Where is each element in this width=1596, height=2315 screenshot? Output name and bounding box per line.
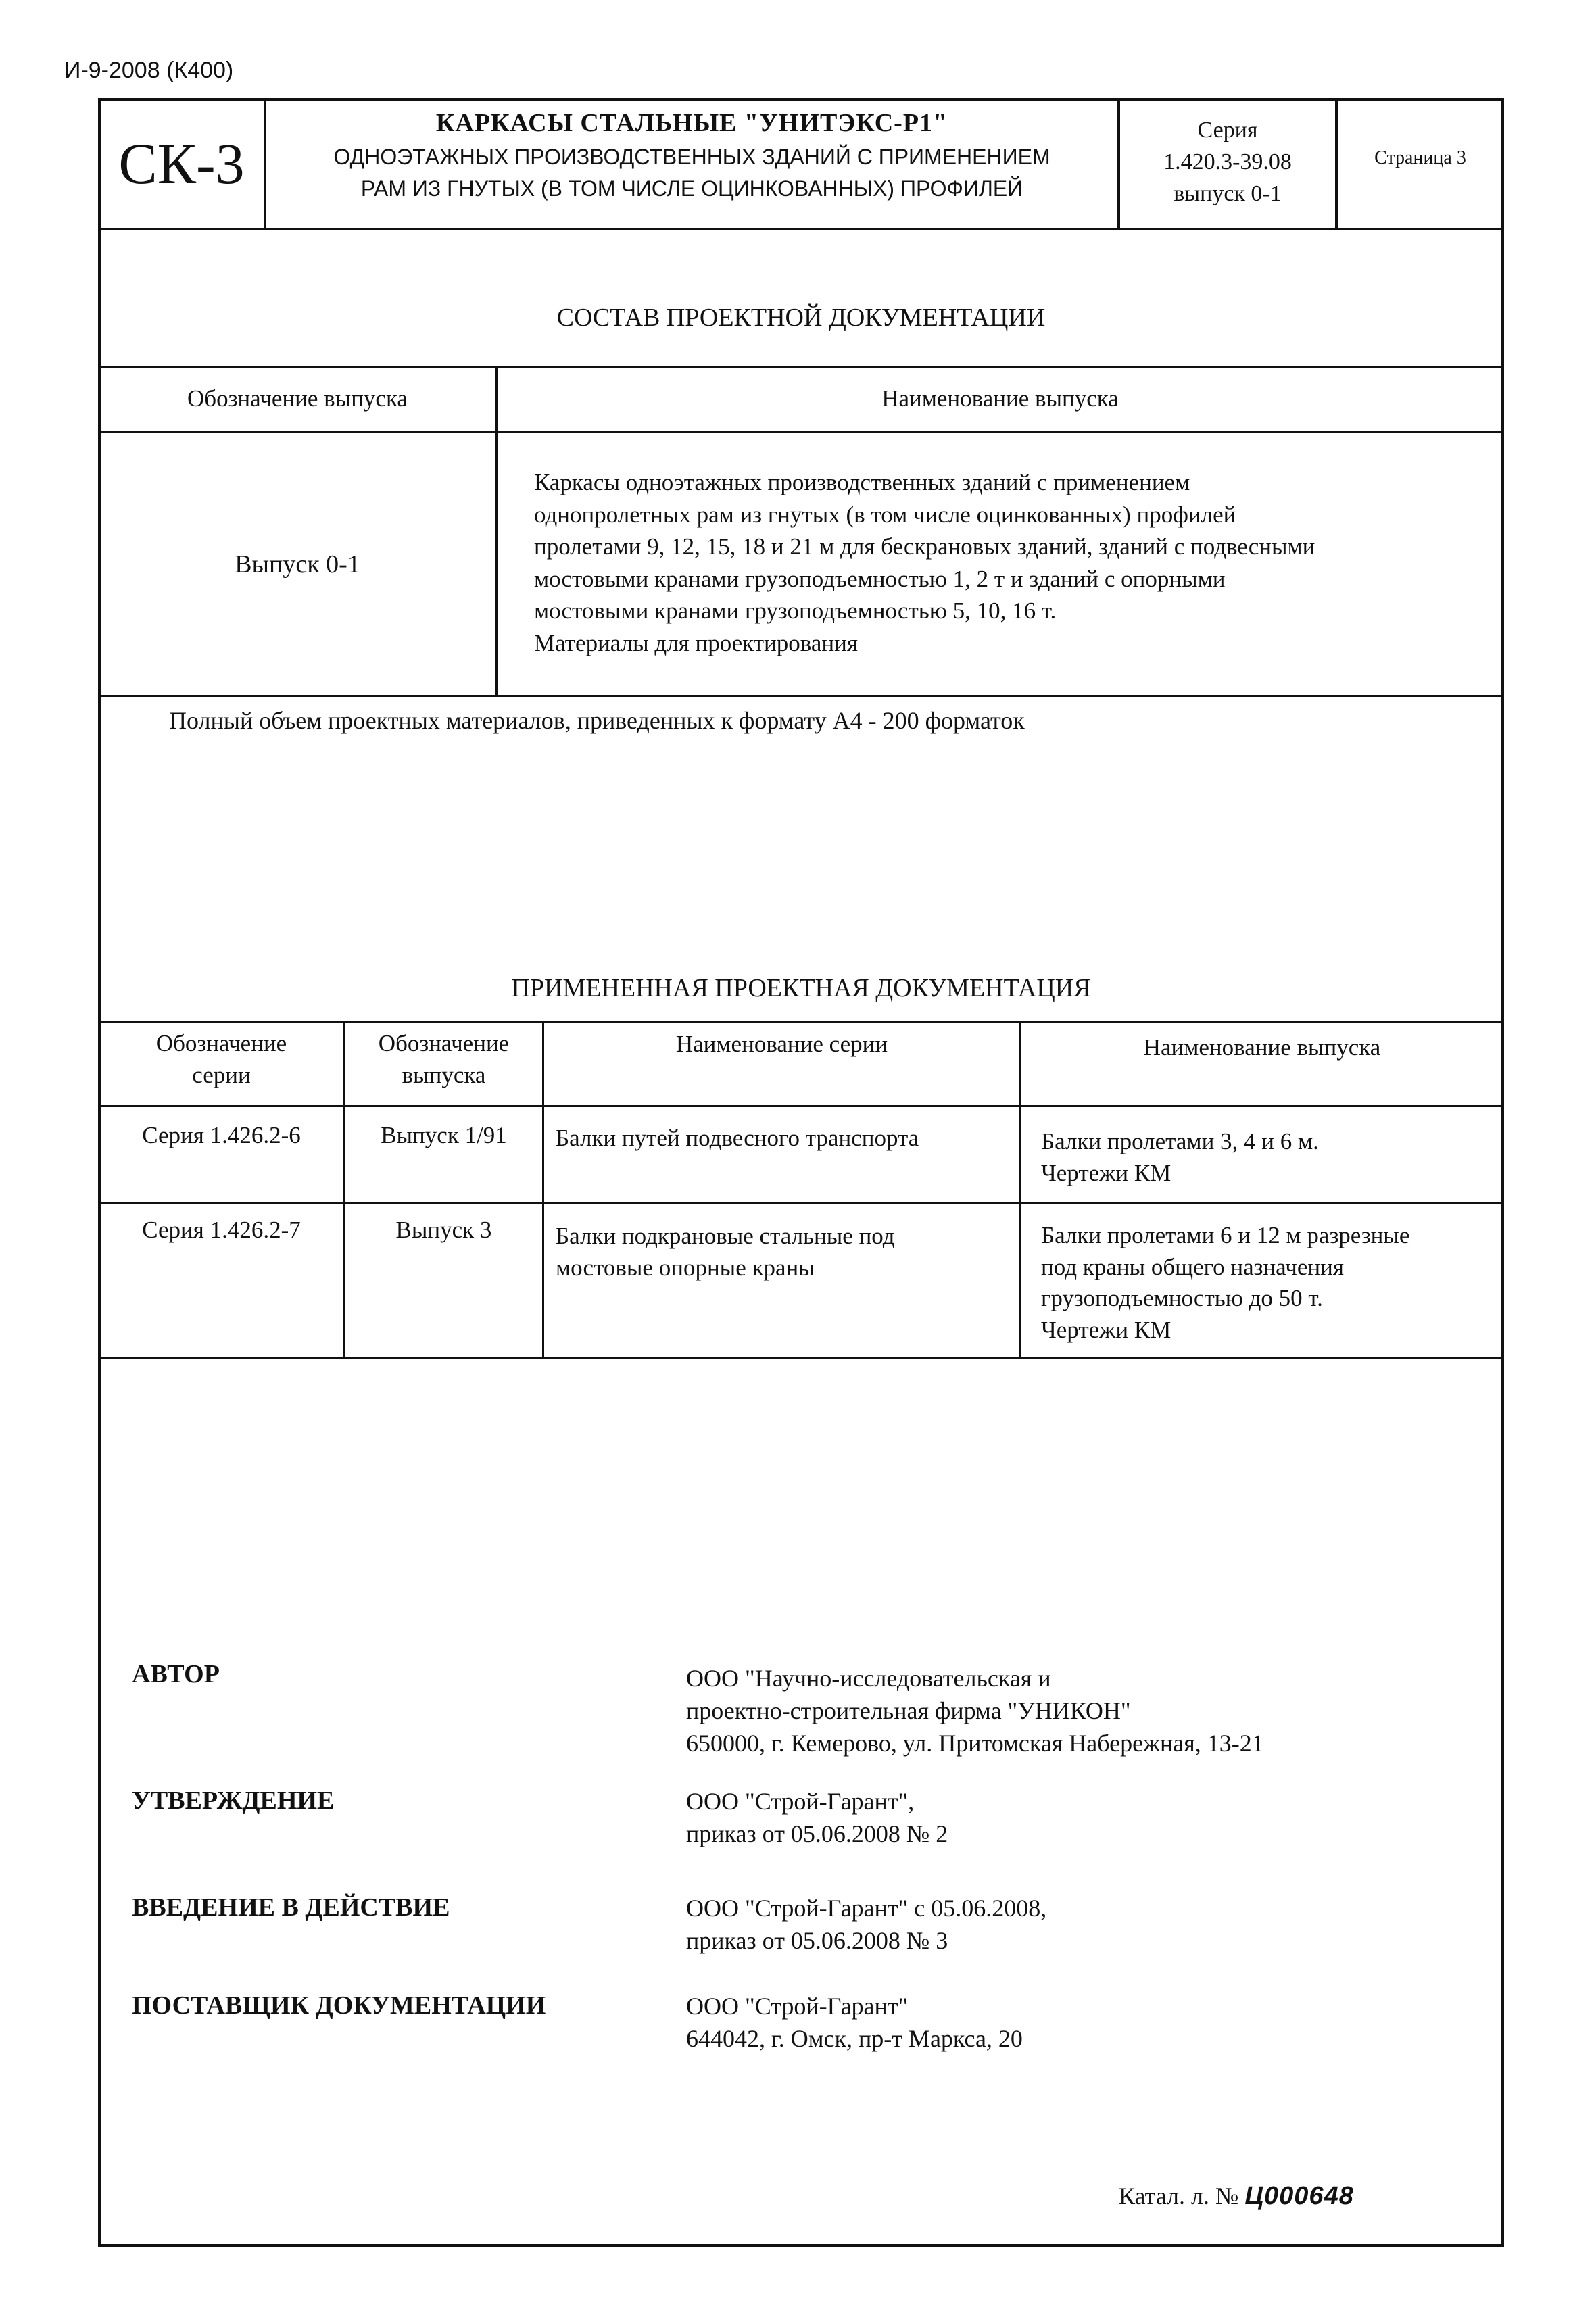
composition-header-name: Наименование выпуска xyxy=(881,385,1119,412)
composition-heading: СОСТАВ ПРОЕКТНОЙ ДОКУМЕНТАЦИИ xyxy=(556,303,1046,332)
credit-label-supplier: ПОСТАВЩИК ДОКУМЕНТАЦИИ xyxy=(132,1991,546,2020)
composition-line: Каркасы одноэтажных производственных зданий с применением xyxy=(534,469,1190,495)
document-code: И-9-2008 (К400) xyxy=(64,57,234,83)
credit-line: ООО "Строй-Гарант", xyxy=(686,1788,915,1815)
credit-line: ООО "Научно-исследовательская и xyxy=(686,1665,1051,1692)
credit-value-supplier xyxy=(686,1991,1023,2055)
stamp-title-line3: РАМ ИЗ ГНУТЫХ (В ТОМ ЧИСЛЕ ОЦИНКОВАННЫХ) ПРОФИЛЕЙ xyxy=(360,176,1023,201)
stamp-title-line2: ОДНОЭТАЖНЫХ ПРОИЗВОДСТВЕННЫХ ЗДАНИЙ С ПРИМЕНЕНИЕМ xyxy=(333,145,1050,169)
credit-value-enactment xyxy=(686,1893,1046,1957)
credit-line: 650000, г. Кемерово, ул. Притомская Набережная, 13-21 xyxy=(686,1729,1264,1757)
series-name-line: мостовые опорные краны xyxy=(556,1254,815,1282)
series-name-line: Балки подкрановые стальные под xyxy=(556,1223,895,1249)
volume-note: Полный объем проектных материалов, приведенных к формату А4 - 200 форматок xyxy=(169,707,1025,734)
stamp-mark: СК-3 xyxy=(118,131,245,196)
applied-header-issue-name: Наименование выпуска xyxy=(1143,1034,1381,1061)
applied-heading: ПРИМЕНЕННАЯ ПРОЕКТНАЯ ДОКУМЕНТАЦИЯ xyxy=(511,974,1091,1002)
credit-label-approval: УТВЕРЖДЕНИЕ xyxy=(132,1786,335,1815)
stamp-title-line1: КАРКАСЫ СТАЛЬНЫЕ "УНИТЭКС-Р1" xyxy=(435,109,948,137)
composition-line: мостовыми кранами грузоподъемностью 1, 2 т и зданий с опорными xyxy=(534,565,1226,592)
composition-line: Материалы для проектирования xyxy=(534,629,858,656)
applied-row-series: Серия 1.426.2-7 xyxy=(142,1217,301,1243)
composition-line: однопролетных рам из гнутых (в том числе оцинкованных) профилей xyxy=(534,501,1236,528)
credit-label-enactment: ВВЕДЕНИЕ В ДЕЙСТВИЕ xyxy=(132,1893,450,1922)
issue-name-line: грузоподъемностью до 50 т. xyxy=(1041,1285,1323,1312)
catalog-sheet xyxy=(1119,2182,1354,2211)
composition-header-designation: Обозначение выпуска xyxy=(187,385,408,412)
applied-row-issue: Выпуск 1/91 xyxy=(381,1122,507,1148)
stamp-series xyxy=(1120,115,1335,210)
series-name-line: Балки путей подвесного транспорта xyxy=(556,1125,919,1151)
issue-name-line: Балки пролетами 3, 4 и 6 м. xyxy=(1041,1128,1319,1154)
credit-line: ООО "Строй-Гарант" xyxy=(686,1993,909,2020)
applied-row-series-name xyxy=(556,1220,1015,1284)
applied-header-issue-designation xyxy=(345,1027,542,1092)
issue-name-line: Чертежи КМ xyxy=(1041,1160,1171,1187)
credit-line: 644042, г. Омск, пр-т Маркса, 20 xyxy=(686,2024,1023,2052)
credit-line: ООО "Строй-Гарант" с 05.06.2008, xyxy=(686,1895,1047,1922)
catalog-number: Ц000648 xyxy=(1244,2182,1354,2210)
composition-row-name xyxy=(534,466,1501,660)
applied-row-series: Серия 1.426.2-6 xyxy=(142,1122,301,1148)
applied-row-issue: Выпуск 3 xyxy=(395,1217,492,1243)
credit-line: приказ от 05.06.2008 № 2 xyxy=(686,1820,948,1847)
composition-row-designation: Выпуск 0-1 xyxy=(235,550,360,579)
issue-name-line: Балки пролетами 6 и 12 м разрезные xyxy=(1041,1222,1410,1248)
composition-line: мостовыми кранами грузоподъемностью 5, 10, 16 т. xyxy=(534,598,1057,625)
credit-label-author: АВТОР xyxy=(132,1660,220,1688)
header-line: выпуска xyxy=(402,1062,486,1089)
credit-line: проектно-строительная фирма "УНИКОН" xyxy=(686,1697,1131,1724)
series-issue: выпуск 0-1 xyxy=(1174,180,1282,206)
issue-name-line: Чертежи КМ xyxy=(1041,1316,1171,1343)
series-label: Серия xyxy=(1197,118,1258,143)
series-number: 1.420.3-39.08 xyxy=(1163,149,1292,174)
applied-header-series-name: Наименование серии xyxy=(675,1031,888,1057)
page-number: Страница 3 xyxy=(1374,147,1466,168)
catalog-label: Катал. л. № xyxy=(1119,2183,1239,2210)
credit-value-approval xyxy=(686,1786,948,1851)
stamp-title xyxy=(266,108,1117,201)
composition-line: пролетами 9, 12, 15, 18 и 21 м для бескрановых зданий, зданий с подвесными xyxy=(534,533,1315,560)
header-line: серии xyxy=(192,1062,251,1089)
applied-row-issue-name xyxy=(1041,1220,1501,1346)
credit-line: приказ от 05.06.2008 № 3 xyxy=(686,1926,948,1954)
applied-row-series-name xyxy=(556,1122,1015,1154)
header-line: Обозначение xyxy=(155,1030,287,1056)
header-line: Обозначение xyxy=(378,1030,510,1056)
applied-row-issue-name xyxy=(1041,1125,1501,1190)
issue-name-line: под краны общего назначения xyxy=(1041,1253,1344,1280)
applied-header-series-designation xyxy=(99,1027,343,1092)
credit-value-author xyxy=(686,1663,1264,1760)
